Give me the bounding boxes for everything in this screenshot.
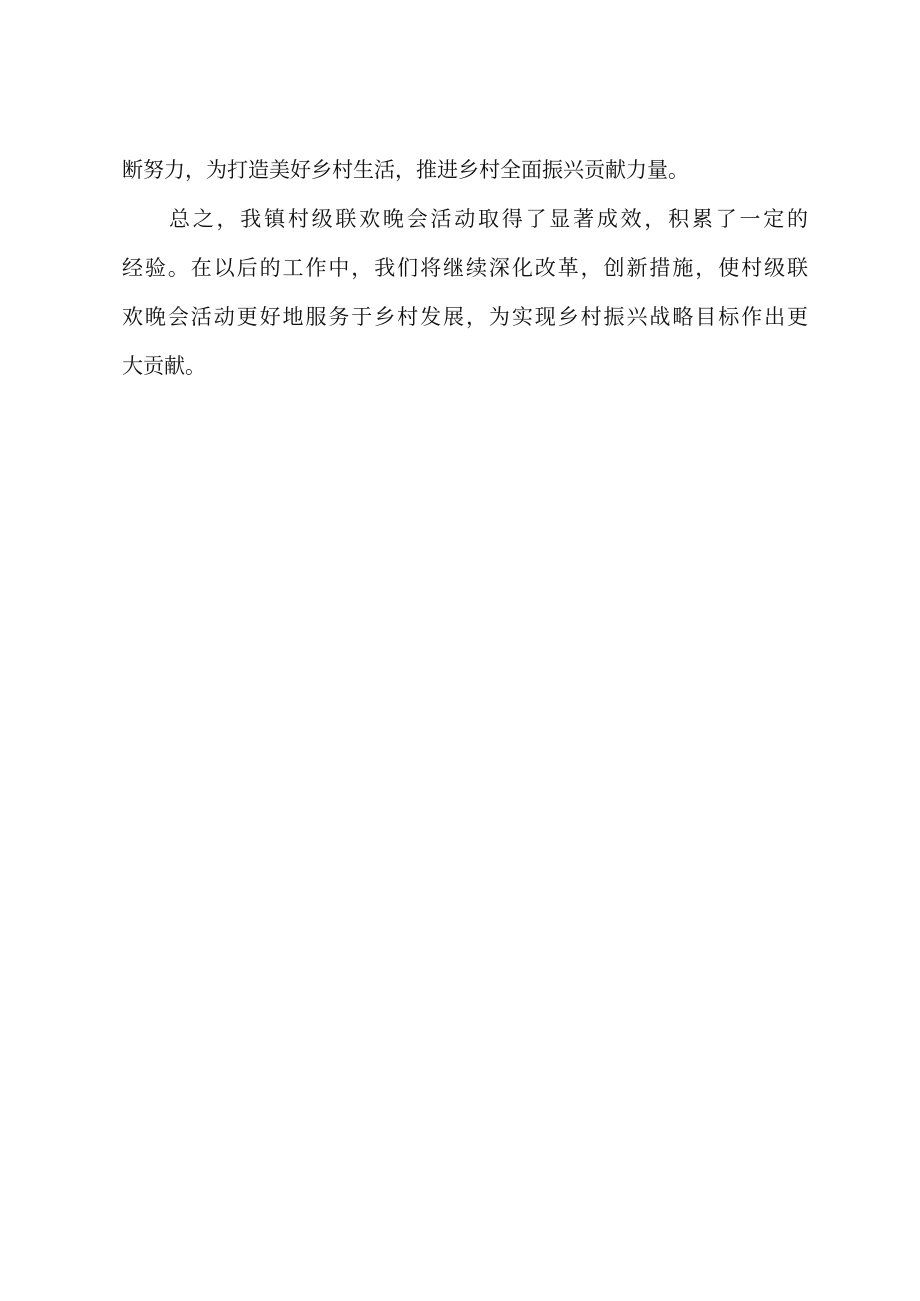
paragraph-2-line-2: 经验。在以后的工作中，我们将继续深化改革，创新措施，使村级联 xyxy=(122,256,808,280)
paragraph-2-line-4: 大贡献。 xyxy=(122,354,206,378)
paragraph-2-line-1: 总之，我镇村级联欢晚会活动取得了显著成效，积累了一定的 xyxy=(169,207,808,231)
paragraph-1-line-1: 断努力，为打造美好乡村生活，推进乡村全面振兴贡献力量。 xyxy=(122,158,689,182)
paragraph-2-line-3: 欢晚会活动更好地服务于乡村发展，为实现乡村振兴战略目标作出更 xyxy=(122,305,808,329)
document-body xyxy=(122,146,808,391)
